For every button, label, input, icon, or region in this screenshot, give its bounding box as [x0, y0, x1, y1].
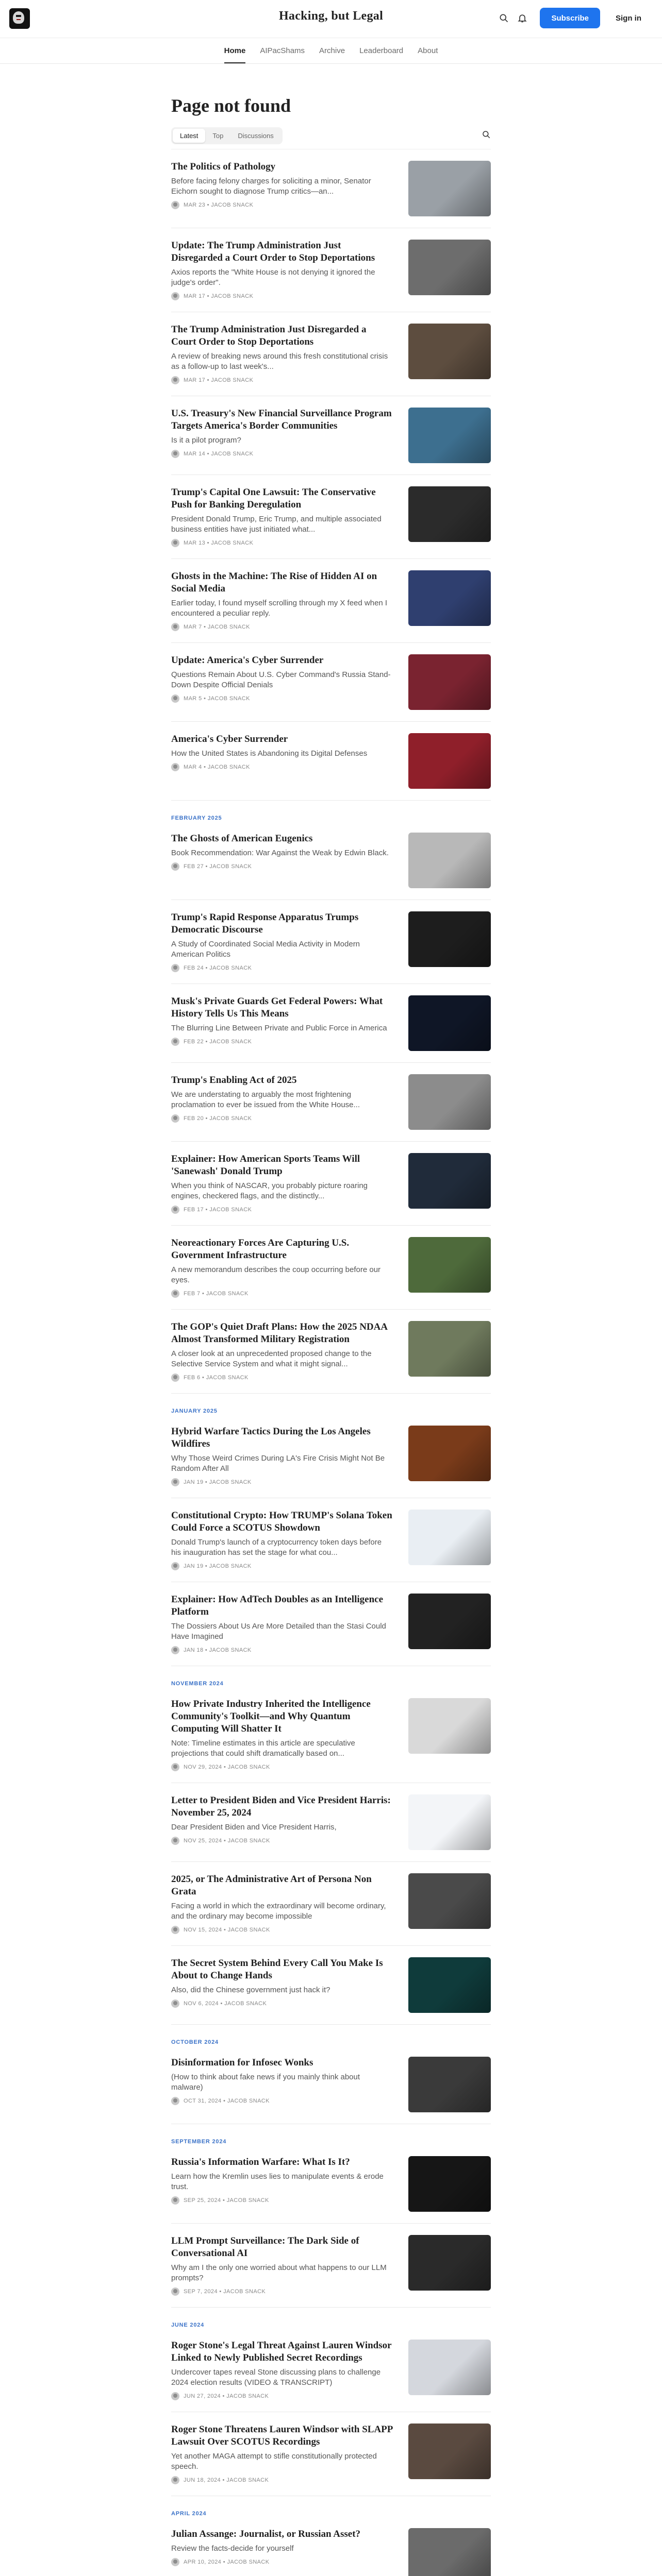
- main-nav: [0, 38, 662, 64]
- post-thumbnail[interactable]: [408, 2057, 491, 2112]
- author-avatar[interactable]: [171, 1763, 179, 1771]
- author-avatar[interactable]: [171, 1646, 179, 1654]
- author-avatar[interactable]: [171, 376, 179, 384]
- post-subtitle: Earlier today, I found myself scrolling through my X feed when I encountered a peculiar reply.: [171, 599, 388, 618]
- post-meta: [171, 1646, 393, 1654]
- main-content: [171, 64, 491, 2576]
- post-item[interactable]: [171, 312, 491, 396]
- post-date-author: FEB 27 • JACOB SNACK: [184, 863, 252, 870]
- post-thumbnail[interactable]: [408, 1957, 491, 2013]
- post-item[interactable]: [171, 984, 491, 1063]
- post-subtitle: When you think of NASCAR, you probably picture roaring engines, checkered flags, and the distinctly...: [171, 1181, 368, 1200]
- post-meta: [171, 2287, 393, 2296]
- post-thumbnail[interactable]: [408, 911, 491, 967]
- post-title[interactable]: Letter to President Biden and Vice President Harris: November 25, 2024: [171, 1795, 391, 1818]
- author-avatar[interactable]: [171, 2097, 179, 2105]
- author-avatar[interactable]: [171, 1374, 179, 1382]
- author-avatar[interactable]: [171, 450, 179, 458]
- author-avatar[interactable]: [171, 2196, 179, 2205]
- post-text: [171, 1957, 393, 2013]
- post-text: [171, 654, 393, 710]
- post-title[interactable]: Ghosts in the Machine: The Rise of Hidden AI on Social Media: [171, 571, 377, 594]
- post-title[interactable]: LLM Prompt Surveillance: The Dark Side of Conversational AI: [171, 2235, 359, 2259]
- post-date-author: FEB 17 • JACOB SNACK: [184, 1207, 252, 1213]
- nav-item-aipacshams[interactable]: AIPacShams: [260, 46, 305, 55]
- post-thumbnail[interactable]: [408, 2528, 491, 2576]
- post-date-author: MAR 23 • JACOB SNACK: [184, 202, 254, 208]
- post-date-author: JAN 19 • JACOB SNACK: [184, 1563, 252, 1569]
- author-avatar[interactable]: [171, 292, 179, 300]
- post-subtitle: Facing a world in which the extraordinary will become ordinary, and the ordinary may become impossible: [171, 1902, 386, 1921]
- post-text: [171, 486, 393, 547]
- post-title[interactable]: Julian Assange: Journalist, or Russian Asset?: [171, 2529, 361, 2539]
- post-meta: [171, 450, 393, 458]
- post-subtitle: Why am I the only one worried about what happens to our LLM prompts?: [171, 2263, 387, 2282]
- post-meta: [171, 862, 393, 871]
- post-text: [171, 570, 393, 631]
- post-text: [171, 1873, 393, 1934]
- post-subtitle: Review the facts-decide for yourself: [171, 2544, 294, 2553]
- author-avatar[interactable]: [171, 1478, 179, 1486]
- post-title[interactable]: Roger Stone's Legal Threat Against Lauren Windsor Linked to Newly Published Secret Recordings: [171, 2340, 392, 2363]
- author-avatar[interactable]: [171, 623, 179, 631]
- section-label: FEBRUARY 2025: [171, 815, 222, 821]
- post-date-author: NOV 25, 2024 • JACOB SNACK: [184, 1838, 270, 1844]
- post-thumbnail[interactable]: [408, 570, 491, 626]
- post-title[interactable]: The GOP's Quiet Draft Plans: How the 2025 NDAA Almost Transformed Military Registration: [171, 1321, 388, 1345]
- post-text: [171, 911, 393, 972]
- post-item[interactable]: [171, 1226, 491, 1310]
- post-text: [171, 1321, 393, 1382]
- post-item[interactable]: [171, 900, 491, 984]
- post-title[interactable]: U.S. Treasury's New Financial Surveillance Program Targets America's Border Communities: [171, 408, 392, 431]
- post-item[interactable]: [171, 559, 491, 643]
- post-text: [171, 1426, 393, 1486]
- post-item[interactable]: [171, 475, 491, 559]
- post-subtitle: A Study of Coordinated Social Media Activity in Modern American Politics: [171, 940, 360, 959]
- post-date-author: MAR 14 • JACOB SNACK: [184, 451, 254, 457]
- post-item[interactable]: [171, 2328, 491, 2412]
- post-item[interactable]: [171, 643, 491, 722]
- post-text: [171, 1794, 393, 1850]
- post-date-author: FEB 6 • JACOB SNACK: [184, 1375, 249, 1381]
- post-meta: [171, 1206, 393, 1214]
- site-title[interactable]: Hacking, but Legal: [278, 9, 384, 23]
- post-thumbnail[interactable]: [408, 1237, 491, 1293]
- feed-search-icon[interactable]: [482, 130, 491, 142]
- post-date-author: FEB 20 • JACOB SNACK: [184, 1115, 252, 1122]
- post-item[interactable]: [171, 149, 491, 228]
- post-subtitle: The Dossiers About Us Are More Detailed than the Stasi Could Have Imagined: [171, 1622, 386, 1641]
- post-text: [171, 324, 393, 384]
- author-avatar[interactable]: [171, 862, 179, 871]
- post-title[interactable]: Trump's Enabling Act of 2025: [171, 1075, 297, 1086]
- post-title[interactable]: The Trump Administration Just Disregarded a Court Order to Stop Deportations: [171, 324, 367, 347]
- post-item[interactable]: [171, 1498, 491, 1582]
- post-text: [171, 1237, 393, 1298]
- nav-item-leaderboard[interactable]: Leaderboard: [359, 46, 404, 55]
- post-thumbnail[interactable]: [408, 1873, 491, 1929]
- tab-top[interactable]: Top: [212, 132, 224, 140]
- post-subtitle: Undercover tapes reveal Stone discussing plans to challenge 2024 election results (VIDEO & TRANSCRIPT): [171, 2368, 381, 2387]
- page-title: Page not found: [171, 95, 291, 116]
- post-title[interactable]: How Private Industry Inherited the Intelligence Community's Toolkit—and Why Quantum Computing Will Shatter It: [171, 1699, 371, 1734]
- post-text: [171, 1594, 393, 1654]
- post-title[interactable]: Hybrid Warfare Tactics During the Los Angeles Wildfires: [171, 1426, 371, 1449]
- post-subtitle: Axios reports the "White House is not denying it ignored the judge's order".: [171, 268, 375, 287]
- post-text: [171, 1074, 393, 1130]
- post-thumbnail[interactable]: [408, 240, 491, 295]
- subscribe-button[interactable]: Subscribe: [540, 8, 600, 28]
- post-title[interactable]: The Politics of Pathology: [171, 161, 276, 172]
- post-subtitle: President Donald Trump, Eric Trump, and multiple associated business entities have just initiated what...: [171, 515, 382, 534]
- post-feed: [171, 149, 491, 2576]
- post-item[interactable]: [171, 2145, 491, 2224]
- post-text: [171, 733, 393, 789]
- post-item[interactable]: [171, 1310, 491, 1394]
- post-subtitle: We are understating to arguably the most frightening proclamation to ever be issued from the White House...: [171, 1090, 360, 1109]
- post-thumbnail[interactable]: [408, 1321, 491, 1377]
- post-item[interactable]: [171, 1783, 491, 1862]
- post-date-author: MAR 7 • JACOB SNACK: [184, 624, 250, 630]
- top-bar: [0, 0, 662, 38]
- post-subtitle: Note: Timeline estimates in this article are speculative projections that could shift dramatically based on...: [171, 1739, 355, 1758]
- post-subtitle: Questions Remain About U.S. Cyber Command's Russia Stand-Down Despite Official Denials: [171, 670, 391, 689]
- post-text: [171, 2424, 393, 2484]
- post-thumbnail[interactable]: [408, 995, 491, 1051]
- post-title[interactable]: America's Cyber Surrender: [171, 734, 288, 744]
- post-item[interactable]: [171, 1862, 491, 1946]
- tab-discussions[interactable]: Discussions: [238, 132, 274, 140]
- post-item[interactable]: [171, 821, 491, 900]
- post-thumbnail[interactable]: [408, 2156, 491, 2212]
- post-item[interactable]: [171, 2412, 491, 2496]
- author-avatar[interactable]: [171, 763, 179, 771]
- nav-item-archive[interactable]: Archive: [319, 46, 345, 55]
- post-thumbnail[interactable]: [408, 2340, 491, 2395]
- post-date-author: APR 10, 2024 • JACOB SNACK: [184, 2559, 270, 2565]
- post-date-author: NOV 29, 2024 • JACOB SNACK: [184, 1764, 270, 1770]
- section-label: JUNE 2024: [171, 2322, 205, 2328]
- post-thumbnail[interactable]: [408, 833, 491, 888]
- post-title[interactable]: Neoreactionary Forces Are Capturing U.S. Government Infrastructure: [171, 1238, 350, 1261]
- post-subtitle: Before facing felony charges for soliciting a minor, Senator Eichorn sought to diagnose Trump critics—an...: [171, 177, 371, 196]
- feed-tabs: [171, 127, 283, 144]
- post-thumbnail[interactable]: [408, 324, 491, 379]
- post-subtitle: Is it a pilot program?: [171, 436, 241, 445]
- post-title[interactable]: Constitutional Crypto: How TRUMP's Solana Token Could Force a SCOTUS Showdown: [171, 1510, 392, 1533]
- post-meta: [171, 1926, 393, 1934]
- author-avatar[interactable]: [171, 1562, 179, 1570]
- post-title[interactable]: Roger Stone Threatens Lauren Windsor with SLAPP Lawsuit Over SCOTUS Recordings: [171, 2424, 393, 2447]
- post-meta: [171, 2097, 393, 2105]
- post-subtitle: How the United States is Abandoning its Digital Defenses: [171, 749, 368, 758]
- post-thumbnail[interactable]: [408, 1794, 491, 1850]
- post-item[interactable]: [171, 396, 491, 475]
- author-avatar[interactable]: [171, 2287, 179, 2296]
- post-thumbnail[interactable]: [408, 2235, 491, 2291]
- author-avatar[interactable]: [171, 1038, 179, 1046]
- post-text: [171, 240, 393, 300]
- post-date-author: FEB 24 • JACOB SNACK: [184, 965, 252, 971]
- author-avatar[interactable]: [171, 1837, 179, 1845]
- post-item[interactable]: [171, 722, 491, 801]
- post-date-author: NOV 6, 2024 • JACOB SNACK: [184, 2001, 267, 2007]
- post-date-author: NOV 15, 2024 • JACOB SNACK: [184, 1927, 270, 1933]
- post-date-author: JAN 19 • JACOB SNACK: [184, 1479, 252, 1485]
- post-meta: [171, 964, 393, 972]
- post-meta: [171, 1114, 393, 1123]
- post-title[interactable]: Explainer: How AdTech Doubles as an Intelligence Platform: [171, 1594, 384, 1617]
- author-avatar[interactable]: [171, 2476, 179, 2484]
- section-label: OCTOBER 2024: [171, 2039, 219, 2045]
- post-meta: [171, 763, 393, 771]
- post-meta: [171, 1478, 393, 1486]
- post-subtitle: A closer look at an unprecedented proposed change to the Selective Service System and what it might signal...: [171, 1349, 372, 1368]
- nav-item-about[interactable]: About: [418, 46, 438, 55]
- search-icon[interactable]: [494, 9, 513, 27]
- post-date-author: MAR 17 • JACOB SNACK: [184, 293, 254, 299]
- post-item[interactable]: [171, 2224, 491, 2308]
- post-date-author: JUN 27, 2024 • JACOB SNACK: [184, 2393, 269, 2399]
- post-thumbnail[interactable]: [408, 654, 491, 710]
- post-date-author: FEB 22 • JACOB SNACK: [184, 1039, 252, 1045]
- post-text: [171, 2156, 393, 2212]
- post-thumbnail[interactable]: [408, 408, 491, 463]
- post-title[interactable]: Update: America's Cyber Surrender: [171, 655, 324, 666]
- author-avatar[interactable]: [171, 539, 179, 547]
- post-item[interactable]: [171, 228, 491, 312]
- post-meta: [171, 1290, 393, 1298]
- author-avatar[interactable]: [171, 2558, 179, 2566]
- post-meta: [171, 2558, 393, 2566]
- post-text: [171, 2528, 393, 2576]
- post-date-author: JAN 18 • JACOB SNACK: [184, 1647, 252, 1653]
- author-avatar[interactable]: [171, 201, 179, 209]
- author-avatar[interactable]: [171, 1114, 179, 1123]
- post-meta: [171, 1763, 393, 1771]
- post-thumbnail[interactable]: [408, 1594, 491, 1649]
- post-text: [171, 995, 393, 1051]
- post-meta: [171, 2196, 393, 2205]
- post-thumbnail[interactable]: [408, 486, 491, 542]
- post-date-author: JUN 18, 2024 • JACOB SNACK: [184, 2477, 269, 2483]
- post-meta: [171, 201, 393, 209]
- post-title[interactable]: Trump's Capital One Lawsuit: The Conservative Push for Banking Deregulation: [171, 487, 376, 510]
- post-subtitle: (How to think about fake news if you mainly think about malware): [171, 2073, 360, 2092]
- post-thumbnail[interactable]: [408, 1510, 491, 1565]
- post-thumbnail[interactable]: [408, 1074, 491, 1130]
- post-date-author: MAR 4 • JACOB SNACK: [184, 764, 250, 770]
- post-text: [171, 2057, 393, 2112]
- post-date-author: OCT 31, 2024 • JACOB SNACK: [184, 2098, 270, 2104]
- post-item[interactable]: [171, 1414, 491, 1498]
- post-item[interactable]: [171, 1063, 491, 1142]
- post-title[interactable]: Musk's Private Guards Get Federal Powers: What History Tells Us This Means: [171, 996, 383, 1019]
- post-item[interactable]: [171, 2517, 491, 2576]
- post-meta: [171, 1038, 393, 1046]
- post-text: [171, 408, 393, 463]
- post-thumbnail[interactable]: [408, 733, 491, 789]
- post-subtitle: Also, did the Chinese government just hack it?: [171, 1986, 330, 1994]
- post-thumbnail[interactable]: [408, 1426, 491, 1481]
- post-subtitle: Donald Trump's launch of a cryptocurrency token days before his inauguration has set the stage for what cou...: [171, 1538, 382, 1557]
- post-title[interactable]: Update: The Trump Administration Just Disregarded a Court Order to Stop Deportations: [171, 240, 375, 263]
- post-subtitle: The Blurring Line Between Private and Public Force in America: [171, 1024, 387, 1032]
- post-subtitle: A review of breaking news around this fresh constitutional crisis as a follow-up to last week's...: [171, 352, 388, 371]
- post-title[interactable]: Russia's Information Warfare: What Is It?: [171, 2157, 350, 2167]
- post-meta: [171, 2392, 393, 2400]
- post-title[interactable]: The Secret System Behind Every Call You Make Is About to Change Hands: [171, 1958, 383, 1981]
- post-date-author: MAR 5 • JACOB SNACK: [184, 696, 250, 702]
- post-subtitle: Yet another MAGA attempt to stifle constitutionally protected speech.: [171, 2452, 377, 2471]
- post-meta: [171, 376, 393, 384]
- tab-latest[interactable]: Latest: [173, 129, 205, 143]
- post-meta: [171, 2476, 393, 2484]
- sign-in-button[interactable]: Sign in: [607, 8, 650, 28]
- post-date-author: MAR 17 • JACOB SNACK: [184, 377, 254, 383]
- section-label: SEPTEMBER 2024: [171, 2139, 227, 2145]
- post-date-author: SEP 25, 2024 • JACOB SNACK: [184, 2197, 269, 2204]
- section-label: NOVEMBER 2024: [171, 1681, 224, 1687]
- post-text: [171, 161, 393, 216]
- filter-row: [171, 128, 491, 149]
- post-thumbnail[interactable]: [408, 2424, 491, 2479]
- top-actions: [494, 8, 650, 28]
- post-text: [171, 2235, 393, 2296]
- author-avatar[interactable]: [171, 1290, 179, 1298]
- author-avatar[interactable]: [171, 1206, 179, 1214]
- post-item[interactable]: [171, 1687, 491, 1783]
- post-subtitle: Book Recommendation: War Against the Weak by Edwin Black.: [171, 849, 389, 857]
- post-title[interactable]: Disinformation for Infosec Wonks: [171, 2057, 313, 2068]
- post-thumbnail[interactable]: [408, 1153, 491, 1209]
- post-thumbnail[interactable]: [408, 1698, 491, 1754]
- post-subtitle: A new memorandum describes the coup occurring before our eyes.: [171, 1265, 381, 1284]
- post-item[interactable]: [171, 1142, 491, 1226]
- post-item[interactable]: [171, 1582, 491, 1666]
- post-meta: [171, 1837, 393, 1845]
- post-thumbnail[interactable]: [408, 161, 491, 216]
- post-meta: [171, 1999, 393, 2008]
- author-avatar[interactable]: [171, 964, 179, 972]
- post-meta: [171, 1562, 393, 1570]
- post-text: [171, 1698, 393, 1771]
- author-avatar[interactable]: [171, 1999, 179, 2008]
- post-text: [171, 1153, 393, 1214]
- post-item[interactable]: [171, 1946, 491, 2025]
- section-label: JANUARY 2025: [171, 1408, 218, 1414]
- section-label: APRIL 2024: [171, 2511, 207, 2517]
- post-subtitle: Learn how the Kremlin uses lies to manipulate events & erode trust.: [171, 2172, 384, 2191]
- post-item[interactable]: [171, 2045, 491, 2124]
- notification-bell-icon[interactable]: [513, 9, 532, 27]
- post-title[interactable]: 2025, or The Administrative Art of Persona Non Grata: [171, 1874, 372, 1897]
- post-meta: [171, 1374, 393, 1382]
- post-meta: [171, 292, 393, 300]
- post-subtitle: Dear President Biden and Vice President Harris,: [171, 1823, 337, 1832]
- post-title[interactable]: Trump's Rapid Response Apparatus Trumps Democratic Discourse: [171, 912, 359, 935]
- post-text: [171, 2340, 393, 2400]
- post-meta: [171, 539, 393, 547]
- post-title[interactable]: Explainer: How American Sports Teams Will 'Sanewash' Donald Trump: [171, 1154, 360, 1177]
- author-avatar[interactable]: [171, 2392, 179, 2400]
- post-date-author: SEP 7, 2024 • JACOB SNACK: [184, 2289, 266, 2295]
- post-title[interactable]: The Ghosts of American Eugenics: [171, 833, 313, 844]
- post-date-author: FEB 7 • JACOB SNACK: [184, 1291, 249, 1297]
- post-text: [171, 1510, 393, 1570]
- author-avatar[interactable]: [171, 694, 179, 703]
- author-avatar[interactable]: [171, 1926, 179, 1934]
- post-text: [171, 833, 393, 888]
- post-meta: [171, 623, 393, 631]
- post-meta: [171, 694, 393, 703]
- post-date-author: MAR 13 • JACOB SNACK: [184, 540, 254, 546]
- nav-item-home[interactable]: Home: [217, 38, 253, 63]
- post-subtitle: Why Those Weird Crimes During LA's Fire Crisis Might Not Be Random After All: [171, 1454, 385, 1473]
